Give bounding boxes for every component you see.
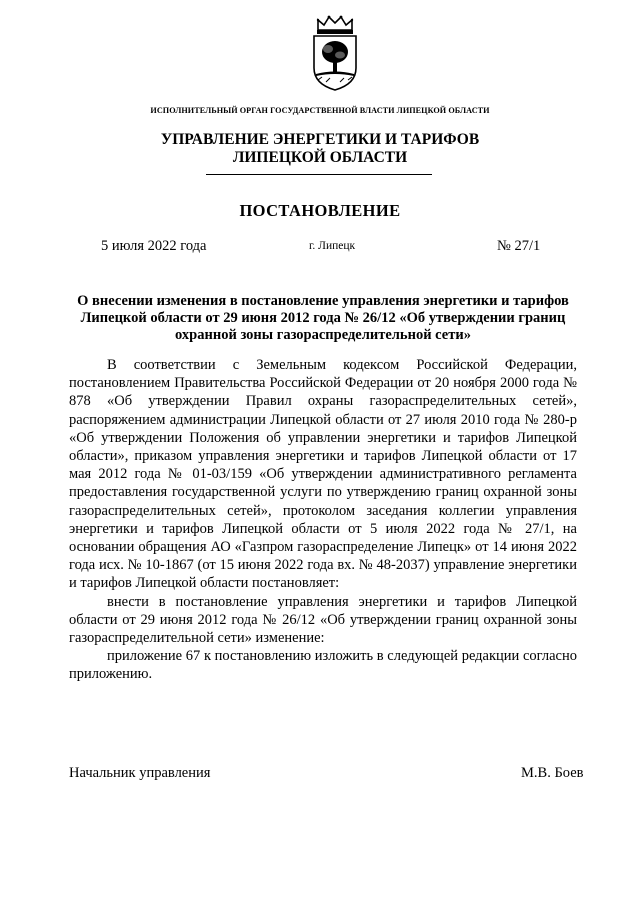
document-date: 5 июля 2022 года	[101, 238, 207, 254]
org-name: ИСПОЛНИТЕЛЬНЫЙ ОРГАН ГОСУДАРСТВЕННОЙ ВЛАСТИ ЛИПЕЦКОЙ ОБЛАСТИ	[150, 106, 490, 115]
department-name	[0, 131, 640, 167]
body-paragraph-3: приложение 67 к постановлению изложить в следующей редакции согласно приложению.	[69, 648, 577, 683]
document-subject: О внесении изменения в постановление управления энергетики и тарифов Липецкой области от 29 июня 2012 года № 26/12 «Об утверждении границ охранной зоны газораспределительной сети»	[77, 293, 569, 343]
document-city: г. Липецк	[309, 240, 356, 252]
document-body	[69, 356, 577, 684]
body-paragraph-2: внести в постановление управления энергетики и тарифов Липецкой области от 29 июня 2012 года № 26/12 «Об утверждении границ охранной зоны газораспределительной сети» изменение:	[69, 593, 577, 647]
department-line-2: ЛИПЕЦКОЙ ОБЛАСТИ	[232, 149, 408, 166]
document-type: ПОСТАНОВЛЕНИЕ	[239, 201, 401, 220]
document-number: № 27/1	[497, 238, 541, 254]
department-line-1: УПРАВЛЕНИЕ ЭНЕРГЕТИКИ И ТАРИФОВ	[160, 131, 480, 148]
signatory-name: М.В. Боев	[521, 765, 584, 781]
coat-of-arms-icon	[306, 14, 364, 92]
body-paragraph-1: В соответствии с Земельным кодексом Российской Федерации, постановлением Правительства Российской Федерации от 20 ноября 2000 года № 878 «Об утверждении Правил охраны газораспределительных сетей», распоряжением администрации Липецкой области от 27 июля 2010 года № 280-р «Об утверждении Положения об управлении энергетики и тарифов Липецкой области», приказом управления энергетики и тарифов Липецкой области от 17 мая 2012 года № 01-03/159 «Об утверждении административного регламента предоставления государственной услуги по утверждению границ охранной зоны газораспределительных сетей», протоколом заседания коллегии управления энергетики и тарифов Липецкой области от 5 июля 2022 года № 27/1, на основании обращения АО «Газпром газораспределение Липецк» от 14 июня 2022 года исх. № 10-1867 (от 15 июня 2022 года вх. № 48-2037) управление энергетики и тарифов Липецкой области постановляет:	[69, 357, 577, 592]
header-divider	[206, 174, 432, 175]
signatory-position: Начальник управления	[69, 765, 211, 781]
